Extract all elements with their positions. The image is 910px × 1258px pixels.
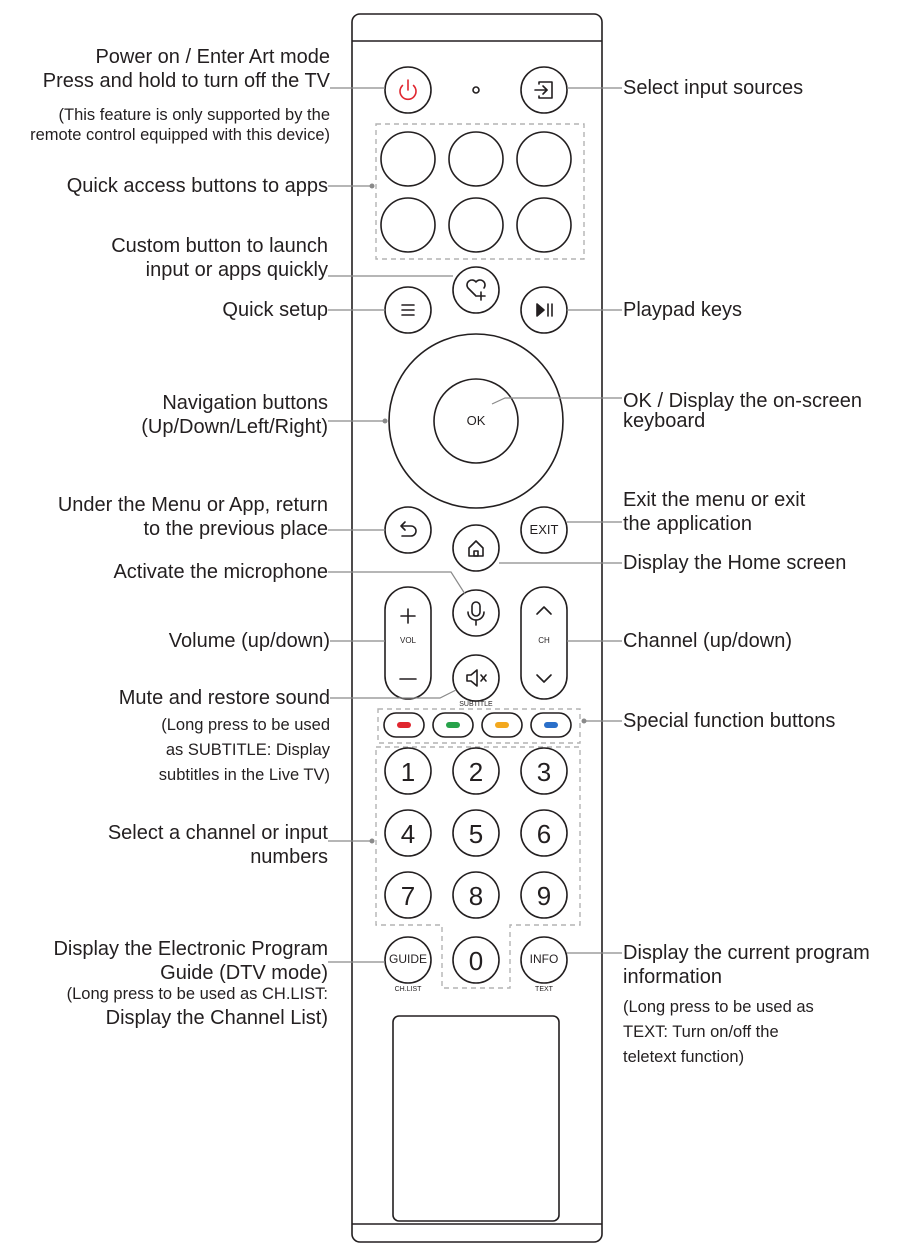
power-icon	[400, 80, 416, 99]
digit-4: 4	[400, 819, 416, 849]
label-back: Under the Menu or App, return to the previous place	[57, 494, 328, 540]
chlist-label: CH.LIST	[394, 986, 422, 993]
label-special: Special function buttons	[623, 710, 836, 732]
label-exit: Exit the menu or exit the application	[623, 489, 806, 535]
text-label: TEXT	[535, 986, 553, 993]
volume-up-icon	[401, 609, 415, 623]
digit-9: 9	[536, 881, 552, 911]
guide-label: GUIDE	[388, 952, 427, 966]
label-volume: Volume (up/down)	[168, 630, 330, 652]
label-info: Display the current program information	[623, 942, 870, 988]
digit-1: 1	[400, 757, 416, 787]
apps-group-outline	[376, 124, 584, 259]
label-guide-note: (Long press to be used as CH.LIST:	[66, 985, 328, 1003]
label-navigation: Navigation buttons (Up/Down/Left/Right)	[141, 392, 328, 438]
microphone-icon	[468, 602, 484, 625]
label-home: Display the Home screen	[623, 552, 847, 574]
back-button[interactable]	[385, 507, 431, 553]
label-numbers: Select a channel or input numbers	[107, 822, 328, 868]
info-label: INFO	[529, 952, 559, 966]
label-ok: OK / Display the on-screen keyboard	[623, 390, 862, 432]
input-source-icon	[535, 82, 552, 98]
app-button-5[interactable]	[449, 198, 503, 252]
subtitle-label: SUBTITLE	[459, 701, 493, 708]
digit-0: 0	[468, 946, 484, 976]
digit-2: 2	[468, 757, 484, 787]
menu-icon	[402, 305, 414, 315]
label-input: Select input sources	[623, 77, 804, 99]
vol-label: VOL	[399, 636, 416, 645]
mute-button[interactable]	[453, 655, 499, 701]
app-button-2[interactable]	[449, 132, 503, 186]
label-power-note: (This feature is only supported by the remote control equipped with this device)	[30, 106, 330, 144]
label-quick-setup: Quick setup	[222, 299, 328, 321]
heart-plus-icon	[467, 280, 485, 300]
blue-dot	[544, 722, 558, 728]
home-icon	[469, 541, 483, 556]
app-button-6[interactable]	[517, 198, 571, 252]
channel-up-icon	[537, 607, 551, 614]
label-playpad: Playpad keys	[623, 299, 742, 321]
label-channel: Channel (up/down)	[623, 630, 792, 652]
play-pause-icon	[537, 304, 552, 316]
label-guide: Display the Electronic Program Guide (DTV mode)	[53, 938, 328, 984]
mute-icon	[467, 670, 486, 686]
back-arrow-icon	[401, 522, 416, 536]
digit-7: 7	[400, 881, 416, 911]
digit-8: 8	[468, 881, 484, 911]
home-button[interactable]	[453, 525, 499, 571]
digit-3: 3	[536, 757, 552, 787]
app-button-4[interactable]	[381, 198, 435, 252]
label-custom: Custom button to launch input or apps quickly	[111, 235, 328, 281]
touchpad[interactable]	[393, 1016, 559, 1221]
mic-button[interactable]	[453, 590, 499, 636]
app-button-1[interactable]	[381, 132, 435, 186]
label-mute: Mute and restore sound	[118, 687, 330, 709]
red-dot	[397, 722, 411, 728]
app-button-3[interactable]	[517, 132, 571, 186]
green-dot	[446, 722, 460, 728]
channel-down-icon	[537, 675, 551, 682]
exit-label: EXIT	[529, 522, 559, 537]
label-info-note: (Long press to be used as TEXT: Turn on/off the teletext function)	[623, 998, 814, 1066]
label-mute-note: (Long press to be used as SUBTITLE: Display subtitles in the Live TV)	[158, 716, 330, 784]
label-guide-note-2: Display the Channel List)	[105, 1007, 328, 1029]
ok-label: OK	[466, 413, 486, 428]
label-mic: Activate the microphone	[113, 561, 328, 583]
label-power: Power on / Enter Art mode Press and hold to turn off the TV	[42, 46, 330, 92]
digit-5: 5	[468, 819, 484, 849]
label-apps: Quick access buttons to apps	[66, 175, 328, 197]
yellow-dot	[495, 722, 509, 728]
ch-label: CH	[538, 636, 550, 645]
indicator-led	[473, 87, 479, 93]
digit-6: 6	[536, 819, 552, 849]
custom-button[interactable]	[453, 267, 499, 313]
